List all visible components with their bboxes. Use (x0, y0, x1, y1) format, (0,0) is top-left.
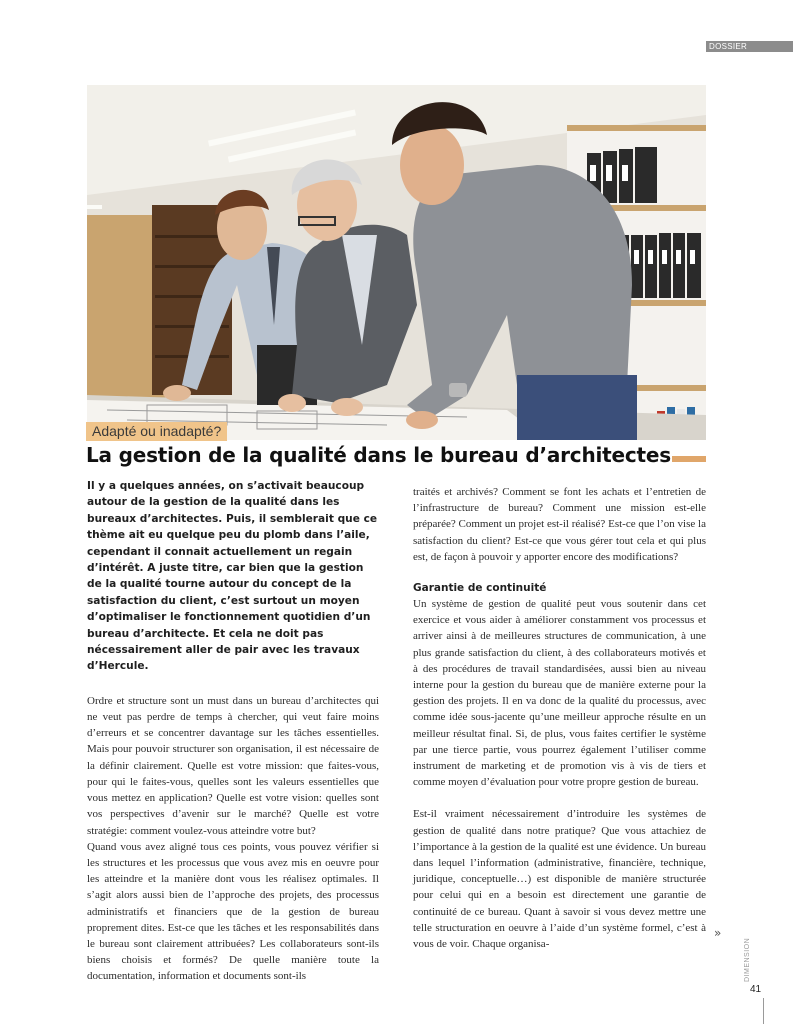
paragraph-spacer (413, 790, 706, 806)
paragraph-spacer (413, 565, 706, 581)
left-column (87, 478, 379, 985)
footer-divider (763, 998, 764, 1024)
continue-arrow-icon: » (714, 926, 722, 940)
section-tag: DOSSIER (706, 41, 793, 52)
article-headline: La gestion de la qualité dans le bureau d’architectes (86, 443, 671, 467)
article-lead: Il y a quelques années, on s’activait beaucoup autour de la gestion de la qualité dans les bureaux d’architectes. Puis, il semblerait que ce thème ait eu quelque peu du plomb dans l’aile, cependant il connait actuellement un regain d’intérêt. A juste titre, car bien que la gestion de la qualité tourne autour du concept de la satisfaction du client, c’est surtout un moyen d’optimaliser le fonctionnement quotidien d’un bureau d’architecte. Et cela ne doit pas nécessairement aller de pair avec les travaux d’Hercule. (87, 480, 378, 673)
page-number: 41 (750, 984, 762, 995)
section-subhead: Garantie de continuité (413, 582, 547, 595)
article-photo (87, 85, 706, 440)
magazine-name: DIMENSION (744, 937, 751, 982)
body-paragraph: Quand vous avez aligné tous ces points, vous pouvez vérifier si les structures et les processus que vous avez mis en oeuvre pour les atteindre et la manière dont vous les réalisez optimales. Il s’agit alors aussi bien de l’approche des projets, des processus administratifs et financiers que de la gestion de bureau proprement dites. Est-ce que les tâches et les responsabilités dans le bureau sont clairement attribuées? Les collaborateurs sont-ils biens choisis et formés? De quelle manière toute la documentation, information et documents sont-ils (87, 840, 379, 983)
body-paragraph: traités et archivés? Comment se font les achats et l’entretien de l’infrastructure de bureau? Comment une mission est-elle préparée? Comment un projet est-il réalisé? Est-ce que l’on vise la satisfaction du client? Est-ce que vous gérer tout cela et qui plus est, de façon à pouvoir y apporter encore des modifications? (413, 486, 706, 563)
body-paragraph: Est-il vraiment nécessairement d’introduire les systèmes de gestion de qualité dans notre pratique? Que vous attachiez de l’importance à la gestion de la qualité est une évidence. Un bureau dans lequel l’information (administrative, financière, technique, juridique, conceptuelle…) est disponible de manière structurée pour celui qui en a besoin est directement une garantie de continuité de ce bureau. Quant à savoir si vous devez mettre une telle structuration en oeuvre à l’aide d’un système formel, c’est à vous de voir. Chaque organisa- (413, 808, 706, 951)
article-kicker: Adapté ou inadapté? (86, 422, 227, 441)
body-paragraph: Ordre et structure sont un must dans un bureau d’architectes qui ne veut pas perdre de temps à chercher, qui veut faire moins d’erreurs et se concentrer davantage sur les tâches essentielles. Mais pour pouvoir structurer son organisation, il est nécessaire de la définir clairement. Quelle est votre mission: que faites-vous, pour qui le faites-vous, quelles sont les valeurs essentielles que vous mettez en application? Quelle est votre vision: quelles sont vos perspectives d’avenir sur le marché? Quelle est votre stratégie: comment voulez-vous atteindre votre but? (87, 694, 379, 837)
body-paragraph: Un système de gestion de qualité peut vous soutenir dans cet exercice et vous aider à améliorer constamment vos processus et arriver ainsi à de meilleures structures de communication, à une plus grande satisfaction du client, à des collaborateurs motivés et à des procédures de travail standardisées, aussi bien au niveau interne pour la gestion du bureau que de manière externe pour la gestion des projets. Il en va donc de la qualité du processus, avec comme idée sous-jacente qu’une meilleur approche résulte en un meilleur résultat final. Si, de plus, vous faites certifier le système par une tierce partie, vous pourrez également l’utiliser comme instrument de marketing et de promotion vis à vis de tiers et comme moyen d’évaluation pour votre propre gestion de bureau. (413, 598, 706, 789)
right-column (413, 484, 706, 952)
headline-accent-bar (672, 456, 706, 462)
